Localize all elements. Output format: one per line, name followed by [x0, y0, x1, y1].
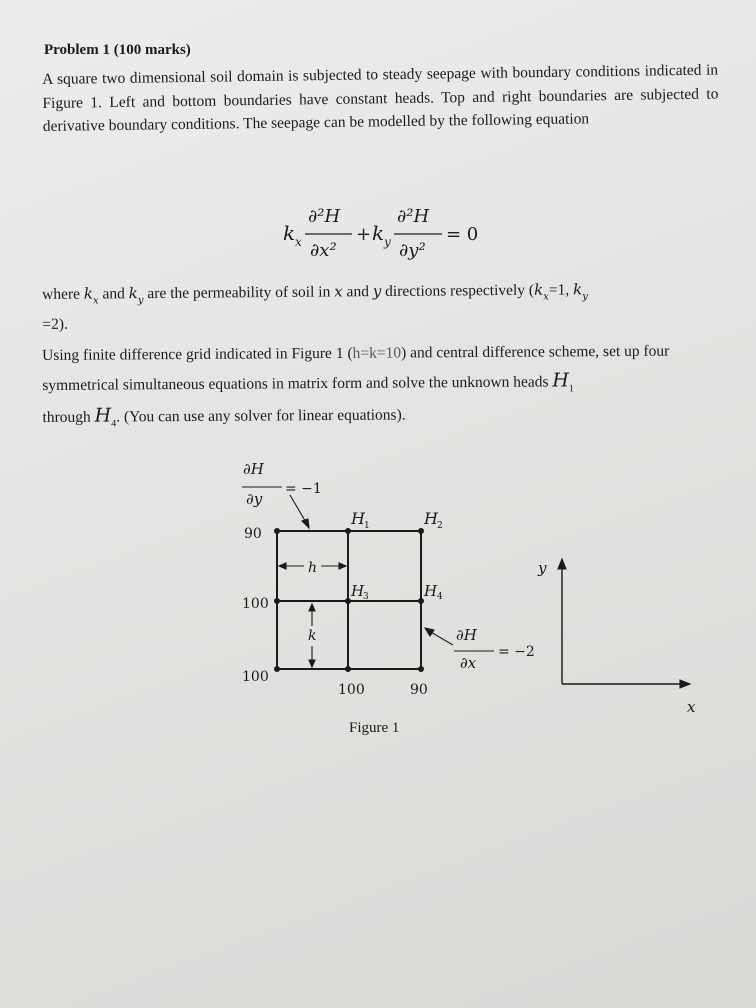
top-bc-denominator: ∂y — [246, 490, 263, 508]
left-head-100-a: 100 — [242, 596, 269, 612]
right-bc-value: = −2 — [498, 644, 535, 660]
left-head-100-b: 100 — [242, 669, 269, 685]
axis-x-label: x — [687, 698, 696, 716]
task-text-1: Using finite difference grid indicated in Figure 1 ( — [42, 344, 353, 364]
top-bc-pointer-head — [302, 519, 309, 528]
where-kx-value: =1, — [548, 281, 574, 299]
where-and-2: and — [342, 283, 373, 301]
eq-den-x: ∂x² — [310, 240, 337, 261]
node-h2 — [418, 528, 424, 534]
eq-plus: + — [356, 224, 372, 245]
h-dimension-left-head — [279, 563, 286, 569]
bottom-head-90: 90 — [410, 682, 428, 698]
label-h4-sub: 4 — [437, 592, 443, 602]
axis-x-arrowhead — [680, 680, 690, 688]
task-grid-spacing: h=k=10 — [352, 344, 402, 362]
right-bc-pointer-head — [425, 628, 434, 636]
right-bc-pointer — [429, 631, 453, 645]
label-h1-sub: 1 — [364, 521, 370, 531]
eq-ky: k — [372, 221, 385, 245]
label-h3: H — [351, 582, 365, 600]
task-h4-sub: 4 — [111, 418, 117, 430]
where-k2: k — [128, 284, 138, 303]
task-text-2: ) and central difference scheme, set up four symmetrical simultaneous equations in matrix form and solve the unknown heads — [42, 342, 670, 394]
eq-num-1: ∂²H — [308, 206, 341, 227]
node-bottom-right — [418, 666, 424, 672]
figure-caption: Figure 1 — [349, 720, 400, 736]
where-k1: k — [83, 284, 94, 303]
label-h-spacing: h — [308, 560, 318, 576]
k-dimension-bottom-head — [309, 660, 315, 667]
right-bc-numerator: ∂H — [456, 626, 477, 644]
where-x-dir: x — [334, 282, 343, 301]
where-kx-value-sub: x — [543, 291, 549, 303]
axis-y-arrowhead — [558, 559, 566, 569]
bottom-head-100: 100 — [338, 682, 365, 698]
label-k-spacing: k — [308, 628, 317, 644]
eq-num-2: ∂²H — [397, 206, 430, 227]
label-h3-sub: 3 — [363, 592, 369, 602]
task-h4: H — [94, 404, 112, 427]
k-dimension-top-head — [309, 604, 315, 611]
where-text-3: directions respectively ( — [381, 281, 535, 301]
where-text-1: where — [42, 285, 84, 303]
node-left-top — [274, 528, 280, 534]
where-k2-sub: y — [137, 295, 144, 307]
problem-title: Problem 1 (100 marks) — [44, 42, 191, 58]
top-bc-value: = −1 — [285, 481, 322, 497]
top-bc-numerator: ∂H — [243, 460, 264, 478]
node-bottom-middle — [345, 666, 351, 672]
task-h1: H — [552, 369, 570, 392]
right-bc-denominator: ∂x — [460, 654, 477, 672]
where-ky-value-k: k — [572, 280, 583, 299]
axis-y-label: y — [538, 559, 547, 577]
where-ky-value: =2). — [42, 315, 68, 333]
h-dimension-right-head — [339, 563, 346, 569]
label-h2: H — [424, 509, 438, 528]
node-left-middle — [274, 598, 280, 604]
eq-den-y: ∂y² — [399, 240, 426, 261]
where-k1-sub: x — [92, 295, 99, 307]
label-h1: H — [351, 509, 365, 528]
node-left-bottom — [274, 666, 280, 672]
task-h1-sub: 1 — [568, 383, 575, 395]
eq-ky-sub: y — [384, 235, 391, 249]
eq-kx: k — [283, 221, 296, 245]
task-text-4: . (You can use any solver for linear equations). — [116, 406, 406, 426]
left-head-90: 90 — [244, 526, 262, 542]
where-ky-value-sub: y — [582, 291, 588, 303]
node-h1 — [345, 528, 351, 534]
eq-kx-sub: x — [295, 235, 302, 249]
eq-rhs: = 0 — [446, 224, 479, 245]
task-text-3: through — [42, 408, 95, 426]
where-kx-value-k: k — [533, 280, 544, 299]
label-h4: H — [424, 582, 438, 600]
where-and-1: and — [98, 285, 129, 303]
where-y-dir: y — [372, 282, 382, 301]
label-h2-sub: 2 — [437, 521, 443, 531]
problem-intro: A square two dimensional soil domain is subjected to steady seepage with boundary conditions indicated in Figure 1. Left and bottom boundaries have constant heads. Top and right boundaries are subjected to derivative boundary conditions. The seepage can be modelled by the following equation — [42, 61, 719, 135]
where-text-2: are the permeability of soil in — [143, 283, 335, 303]
